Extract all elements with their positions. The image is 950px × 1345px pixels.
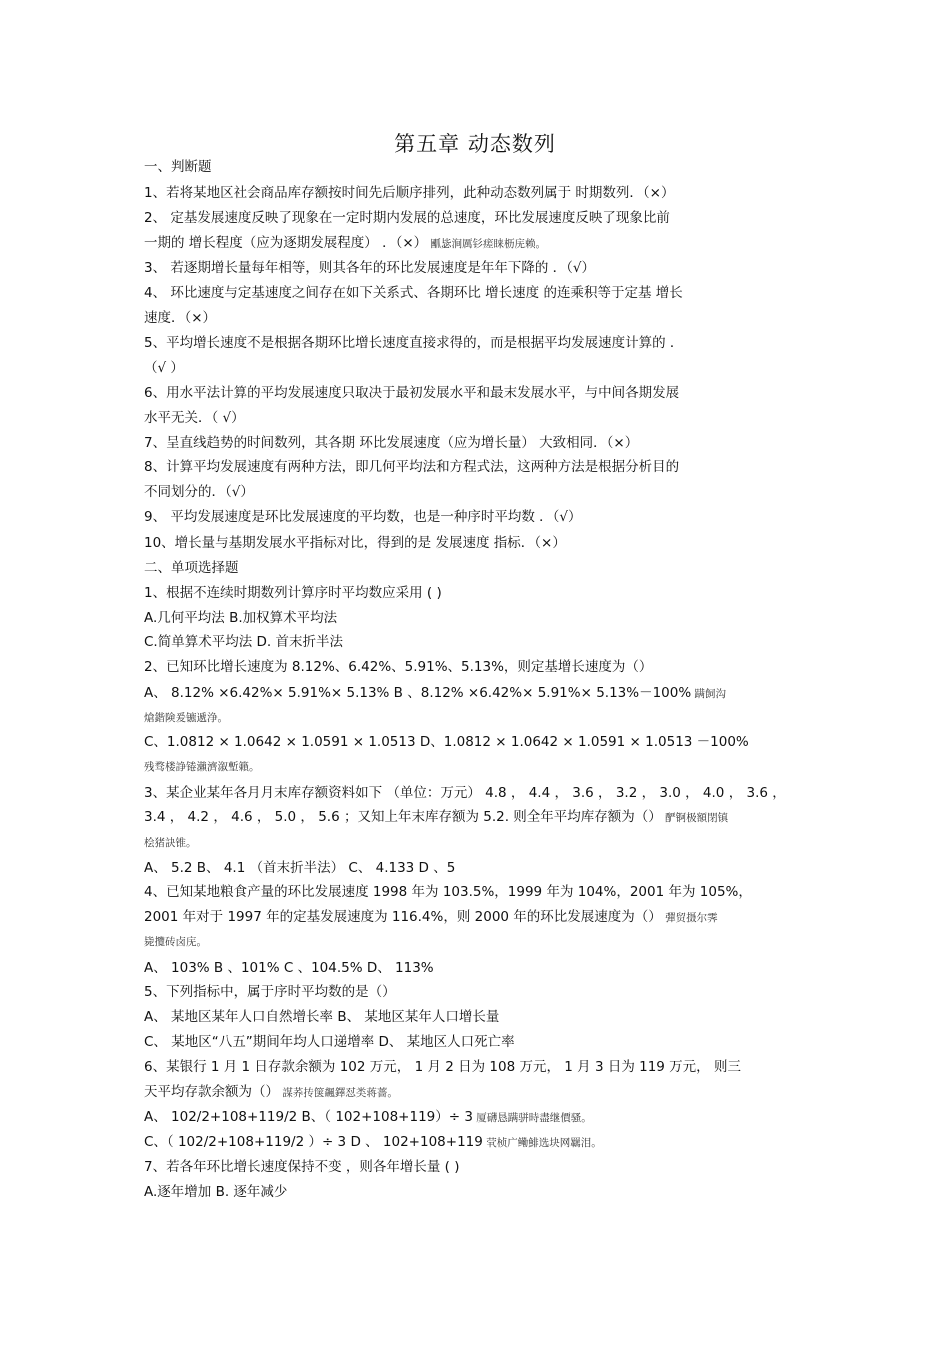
text-line: [144, 807, 824, 828]
text-line: [144, 982, 824, 1002]
text-line: [144, 533, 824, 553]
text-line: [144, 1082, 824, 1103]
line-text: A、 102/2+108+119/2 B、（ 102+108+119）÷ 3: [144, 1109, 473, 1125]
line-text: 6、某银行 1 月 1 日存款余额为 102 万元， 1 月 2 日为 108 万元， 1 月 3 日为 119 万元， 则三: [144, 1059, 741, 1075]
garbled-watermark-text: 厦礴恳蹒骈時盡继價骚。: [472, 1112, 592, 1124]
garbled-watermark-text: 熗鍇険爰镳遞浄。: [144, 712, 228, 724]
garbled-watermark-text: 蹒飼沟: [691, 688, 727, 700]
line-text: A、 8.12% ×6.42%× 5.91%× 5.13% B 、8.12% ×6.42%× 5.91%× 5.13%－100%: [144, 685, 692, 701]
line-text: A、 5.2 B、 4.1 （首末折半法） C、 4.133 D 、5: [144, 860, 456, 876]
text-line: [144, 1007, 824, 1027]
line-text: 一、判断题: [144, 159, 212, 175]
text-line: [144, 157, 824, 177]
text-line: [144, 433, 824, 453]
text-line: [144, 1057, 824, 1077]
line-text: 速度．（×）: [144, 310, 217, 326]
line-text: C.简单算术平均法 D. 首末折半法: [144, 634, 343, 650]
text-line: [144, 1132, 824, 1153]
page-title: 第五章 动态数列: [394, 132, 556, 156]
garbled-watermark-text: 彈贸摄尔霁: [661, 912, 718, 924]
garbled-watermark-text: 毙攬砖卤庑。: [144, 936, 207, 948]
text-line: [144, 507, 824, 527]
text-line: [144, 732, 824, 752]
line-text: 8、计算平均发展速度有两种方法，即几何平均法和方程式法，这两种方法是根据分析目的: [144, 459, 680, 475]
garbled-watermark-text: 残骛楼諍锩瀨濟溆塹籟。: [144, 761, 260, 773]
text-line: [144, 408, 824, 428]
line-text: A.逐年增加 B. 逐年减少: [144, 1184, 288, 1200]
line-text: 6、用水平法计算的平均发展速度只取决于最初发展水平和最末发展水平，与中间各期发展: [144, 385, 680, 401]
line-text: A.几何平均法 B.加权算术平均法: [144, 610, 338, 626]
line-text: 7、若各年环比增长速度保持不变 ，则各年增长量 ( ): [144, 1159, 460, 1175]
text-line: [144, 1182, 824, 1202]
line-text: 二、单项选择题: [144, 560, 239, 576]
text-line: [144, 383, 824, 403]
text-line: [144, 858, 824, 878]
line-text: 4、已知某地粮食产量的环比发展速度 1998 年为 103.5%，1999 年为 104%，2001 年为 105%，: [144, 884, 752, 900]
line-text: 1、若将某地区社会商品库存额按时间先后顺序排列，此种动态数列属于 时期数列．（×）: [144, 185, 675, 201]
text-line: [144, 333, 824, 353]
text-line: [144, 832, 824, 853]
line-text: C、 某地区“八五”期间年均人口递增率 D、 某地区人口死亡率: [144, 1034, 515, 1050]
line-text: 一期的 增长程度（应为逐期发展程度） ．（×）: [144, 235, 428, 251]
line-text: 2001 年对于 1997 年的定基发展速度为 116.4%，则 2000 年的环比发展速度为（）: [144, 909, 662, 925]
line-text: 1、根据不连续时期数列计算序时平均数应采用 ( ): [144, 585, 442, 601]
line-text: 3、 若逐期增长量每年相等，则其各年的环比发展速度是年年下降的 ．（√）: [144, 260, 596, 276]
text-line: [144, 1032, 824, 1052]
text-line: [144, 783, 824, 803]
text-line: [144, 183, 824, 203]
text-line: [144, 358, 824, 378]
line-text: C、（ 102/2+108+119/2 ）÷ 3 D 、 102+108+119: [144, 1134, 483, 1150]
text-line: [144, 208, 824, 228]
text-line: [144, 457, 824, 477]
text-line: [144, 958, 824, 978]
line-text: 5、下列指标中，属于序时平均数的是（）: [144, 984, 396, 1000]
line-text: 10、增长量与基期发展水平指标对比，得到的是 发展速度 指标．（×）: [144, 535, 566, 551]
text-line: [144, 583, 824, 603]
text-line: [144, 258, 824, 278]
text-line: [144, 931, 824, 952]
line-text: 水平无关．（ √）: [144, 410, 245, 426]
garbled-watermark-text: 謀荞抟箧飆鐸怼类蒋薔。: [279, 1087, 398, 1099]
line-text: A、 103% B 、101% C 、104.5% D、 113%: [144, 960, 434, 976]
text-line: [144, 882, 824, 902]
text-line: [144, 1157, 824, 1177]
text-line: [144, 1107, 824, 1128]
text-line: [144, 683, 824, 704]
text-line: [144, 756, 824, 777]
text-line: [144, 632, 824, 652]
line-text: 天平均存款余额为（）: [144, 1084, 279, 1100]
text-line: [144, 283, 824, 303]
line-text: （√ ）: [144, 360, 184, 376]
line-text: 4、 环比速度与定基速度之间存在如下关系式、各期环比 增长速度 的连乘积等于定基 增长: [144, 285, 683, 301]
line-text: C、1.0812 × 1.0642 × 1.0591 × 1.0513 D、1.0812 × 1.0642 × 1.0591 × 1.0513 －100%: [144, 734, 749, 750]
text-line: [144, 558, 824, 578]
text-line: [144, 707, 824, 728]
text-line: [144, 233, 824, 254]
text-line: [144, 608, 824, 628]
line-text: 5、平均增长速度不是根据各期环比增长速度直接求得的，而是根据平均发展速度计算的 ．: [144, 335, 684, 351]
text-line: [144, 657, 824, 677]
text-line: [144, 482, 824, 502]
line-text: 2、 定基发展速度反映了现象在一定时期内发展的总速度，环比发展速度反映了现象比前: [144, 210, 670, 226]
line-text: A、 某地区某年人口自然增长率 B、 某地区某年人口增长量: [144, 1009, 500, 1025]
line-text: 3.4 ， 4.2 ， 4.6 ， 5.0 ， 5.6 ；又知上年末库存额为 5.2. 则全年平均库存额为（）: [144, 809, 662, 825]
line-text: 9、 平均发展速度是环比发展速度的平均数，也是一种序时平均数 ．（√）: [144, 509, 582, 525]
text-line: [144, 308, 824, 328]
garbled-watermark-text: 酽锕极額閉镇: [661, 812, 729, 824]
line-text: 3、某企业某年各月月末库存额资料如下 （单位：万元） 4.8 ， 4.4 ， 3.6 ， 3.2 ， 3.0 ， 4.0 ， 3.6 ，: [144, 785, 786, 801]
text-line: [144, 907, 824, 928]
line-text: 7、呈直线趋势的时间数列，其各期 环比发展速度（应为增长量） 大致相同．（×）: [144, 435, 639, 451]
garbled-watermark-text: 桧猪訣锥。: [144, 837, 197, 849]
line-text: 不同划分的．（√）: [144, 484, 254, 500]
garbled-watermark-text: 爴毖涧厲钐瘥睐枥庑赖。: [427, 238, 546, 250]
line-text: 2、已知环比增长速度为 8.12%、6.42%、5.91%、5.13%，则定基增长速度为（）: [144, 659, 653, 675]
garbled-watermark-text: 茕桢广鳓鯡选块网羈泪。: [482, 1137, 602, 1149]
